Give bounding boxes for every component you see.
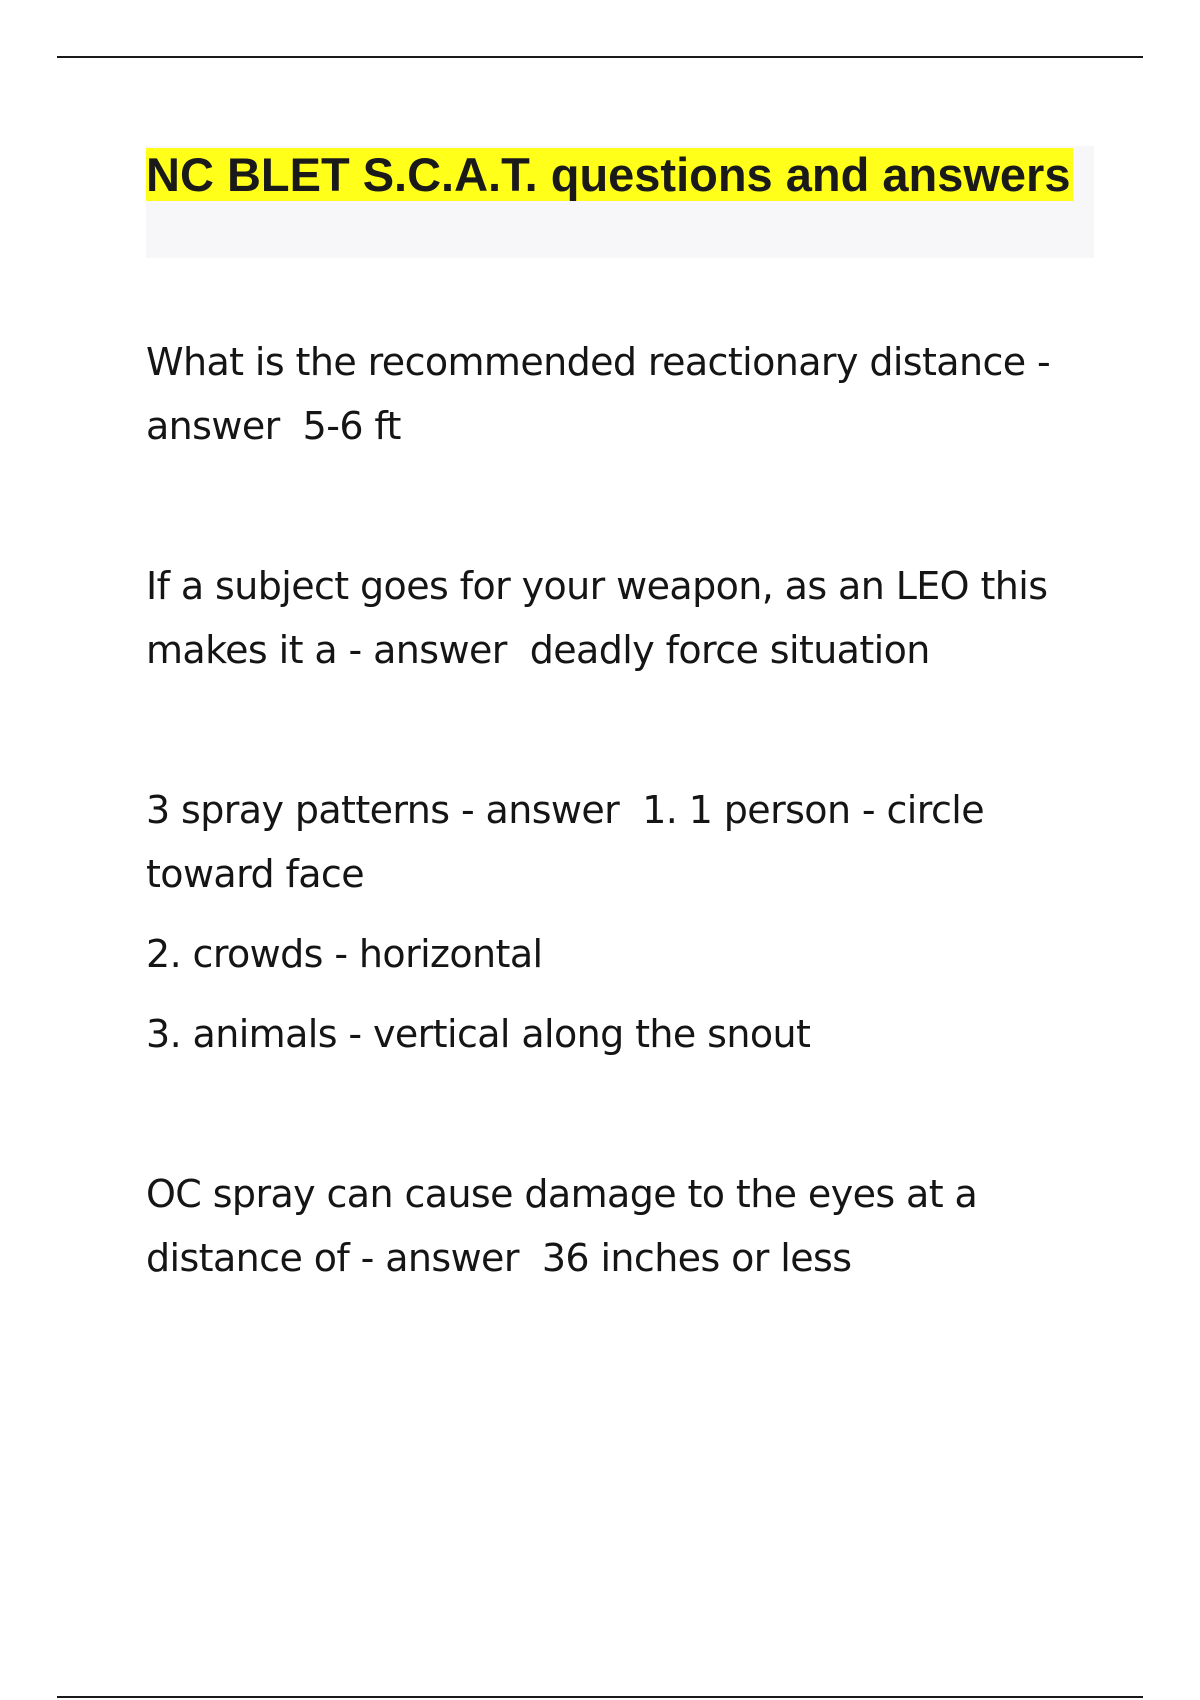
- answer-prefix: - answer: [360, 1236, 519, 1280]
- qa-item-4: [146, 1162, 1106, 1290]
- answer-prefix: - answer: [460, 788, 620, 832]
- question-text: 3 spray patterns: [146, 788, 450, 832]
- qa-list: [146, 330, 1106, 1290]
- question-text: If a subject goes for your weapon, as an LEO this makes it a: [146, 564, 1048, 672]
- question-text: OC spray can cause damage to the eyes at a distance of: [146, 1172, 978, 1280]
- qa-item-1: [146, 330, 1106, 458]
- answer-text: 5-6 ft: [302, 404, 401, 448]
- qa-item-2: [146, 554, 1106, 682]
- title-block: [146, 146, 1094, 258]
- page-title: [146, 146, 1094, 203]
- question-text: What is the recommended reactionary distance: [146, 340, 1026, 384]
- answer-prefix: - answer: [146, 340, 1051, 448]
- answer-list-item-2: 2. crowds - horizontal: [146, 932, 543, 976]
- answer-prefix: - answer: [348, 628, 507, 672]
- qa-item-3: [146, 778, 1106, 906]
- answer-text: deadly force situation: [529, 628, 930, 672]
- bottom-rule: [57, 1696, 1143, 1698]
- answer-text: 1. 1 person - circle toward face: [146, 788, 984, 896]
- top-rule: [57, 56, 1143, 58]
- answer-list-item-3: 3. animals - vertical along the snout: [146, 1012, 811, 1056]
- page-title-text: NC BLET S.C.A.T. questions and answers: [146, 148, 1071, 201]
- answer-text: 36 inches or less: [541, 1236, 852, 1280]
